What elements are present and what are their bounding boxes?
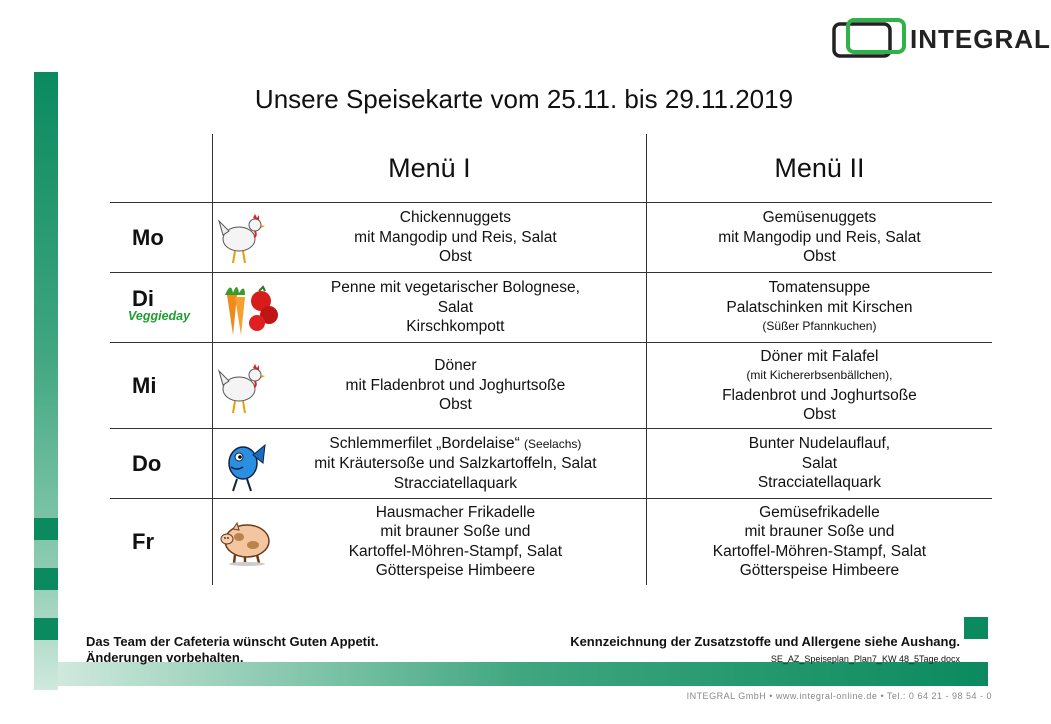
- table-row: [110, 343, 992, 429]
- menu-line: Hausmacher Frikadelle: [375, 503, 536, 521]
- menu1-cell: [212, 343, 646, 429]
- menu2-cell: [646, 499, 992, 585]
- day-label: Fr: [110, 499, 212, 585]
- menu-table: [110, 134, 992, 585]
- day-label: Mi: [110, 343, 212, 429]
- menu-line: mit Kräutersoße und Salzkartoffeln, Salat: [314, 455, 597, 473]
- chicken-icon: [219, 211, 265, 265]
- vegetables-icon: [219, 279, 281, 337]
- menu-line: Götterspeise Himbeere: [739, 562, 900, 580]
- menu-line: Obst: [803, 406, 836, 423]
- menu-line: Obst: [439, 248, 472, 266]
- fish-icon: [221, 437, 267, 493]
- menu-line: mit Mangodip und Reis, Salat: [354, 228, 557, 246]
- menu-line: Götterspeise Himbeere: [375, 562, 536, 580]
- menu1-cell: [212, 203, 646, 273]
- footer-disclaimer: Änderungen vorbehalten.: [86, 650, 244, 665]
- accent-square: [34, 618, 58, 640]
- day-label: Mo: [110, 203, 212, 273]
- day-label: Do: [110, 429, 212, 499]
- menu1-cell: [212, 273, 646, 343]
- menu-line: Gemüsenuggets: [762, 209, 877, 227]
- menu-line: mit Fladenbrot und Joghurtsoße: [345, 376, 566, 394]
- menu2-cell: [646, 429, 992, 499]
- table-row: [110, 273, 992, 343]
- menu-line: Salat: [437, 298, 474, 316]
- menu-line: mit brauner Soße und: [380, 523, 531, 541]
- pig-icon: [219, 517, 273, 567]
- bottom-accent-bar: [58, 662, 988, 686]
- day-label: Di Veggieday: [110, 273, 212, 343]
- accent-square: [34, 518, 58, 540]
- menu-line: Kartoffel-Möhren-Stampf, Salat: [712, 542, 927, 560]
- page-title: Unsere Speisekarte vom 25.11. bis 29.11.2019: [254, 84, 794, 114]
- menu-line: Salat: [801, 454, 838, 472]
- menu2-cell: [646, 343, 992, 429]
- menu-line: Palatschinken mit Kirschen: [726, 298, 913, 316]
- menu-line: Stracciatellaquark: [757, 474, 882, 492]
- footer-filename: SE_AZ_Speiseplan_Plan7_KW 48_5Tage.docx: [770, 654, 960, 664]
- menu-line: Bunter Nudelauflauf,: [748, 435, 891, 453]
- menu1-cell: [212, 499, 646, 585]
- menu-line: Chickennuggets: [399, 209, 511, 227]
- menu-line: Döner: [434, 357, 477, 375]
- menu2-cell: [646, 273, 992, 343]
- menu-line: Obst: [439, 396, 472, 414]
- menu-line: Schlemmerfilet „Bordelaise“ (Seelachs): [329, 434, 582, 452]
- accent-square-right: [964, 617, 988, 639]
- menu-line: mit brauner Soße und: [744, 523, 895, 541]
- menu-line: Gemüsefrikadelle: [759, 503, 880, 521]
- menu-line: Stracciatellaquark: [393, 474, 517, 492]
- menu-line: Tomatensuppe: [768, 279, 871, 297]
- menu-line: mit Mangodip und Reis, Salat: [718, 228, 921, 246]
- left-accent-stripe: [34, 72, 58, 690]
- logo-text: INTEGRAL: [910, 24, 1051, 54]
- menu-note: (mit Kichererbsenbällchen),: [746, 368, 893, 382]
- accent-square: [34, 568, 58, 590]
- chicken-icon: [219, 361, 265, 415]
- logo: [832, 16, 1051, 64]
- menu-line: Penne mit vegetarischer Bolognese,: [330, 279, 580, 297]
- menu-line: Kartoffel-Möhren-Stampf, Salat: [348, 542, 563, 560]
- table-row: [110, 429, 992, 499]
- header-menu1: Menü I: [212, 134, 646, 203]
- footer-address: INTEGRAL GmbH • www.integral-online.de • Tel.: 0 64 21 - 98 54 - 0: [686, 691, 992, 701]
- menu-line: Obst: [803, 248, 836, 266]
- menu2-cell: [646, 203, 992, 273]
- header-empty: [110, 134, 212, 203]
- footer-greeting: Das Team der Cafeteria wünscht Guten Appetit.: [86, 634, 379, 649]
- menu-note: (Süßer Pfannkuchen): [762, 319, 877, 334]
- menu-line: Kirschkompott: [406, 318, 505, 336]
- logo-mark-icon: [832, 16, 908, 64]
- menu-line: Döner mit Falafel: [760, 347, 879, 365]
- menu1-cell: [212, 429, 646, 499]
- veggieday-tag: Veggieday: [128, 308, 191, 323]
- header-menu2: Menü II: [646, 134, 992, 203]
- menu-line: Fladenbrot und Joghurtsoße: [722, 386, 917, 404]
- table-row: [110, 203, 992, 273]
- table-row: [110, 499, 992, 585]
- footer-allergen-note: Kennzeichnung der Zusatzstoffe und Allergene siehe Aushang.: [570, 634, 960, 649]
